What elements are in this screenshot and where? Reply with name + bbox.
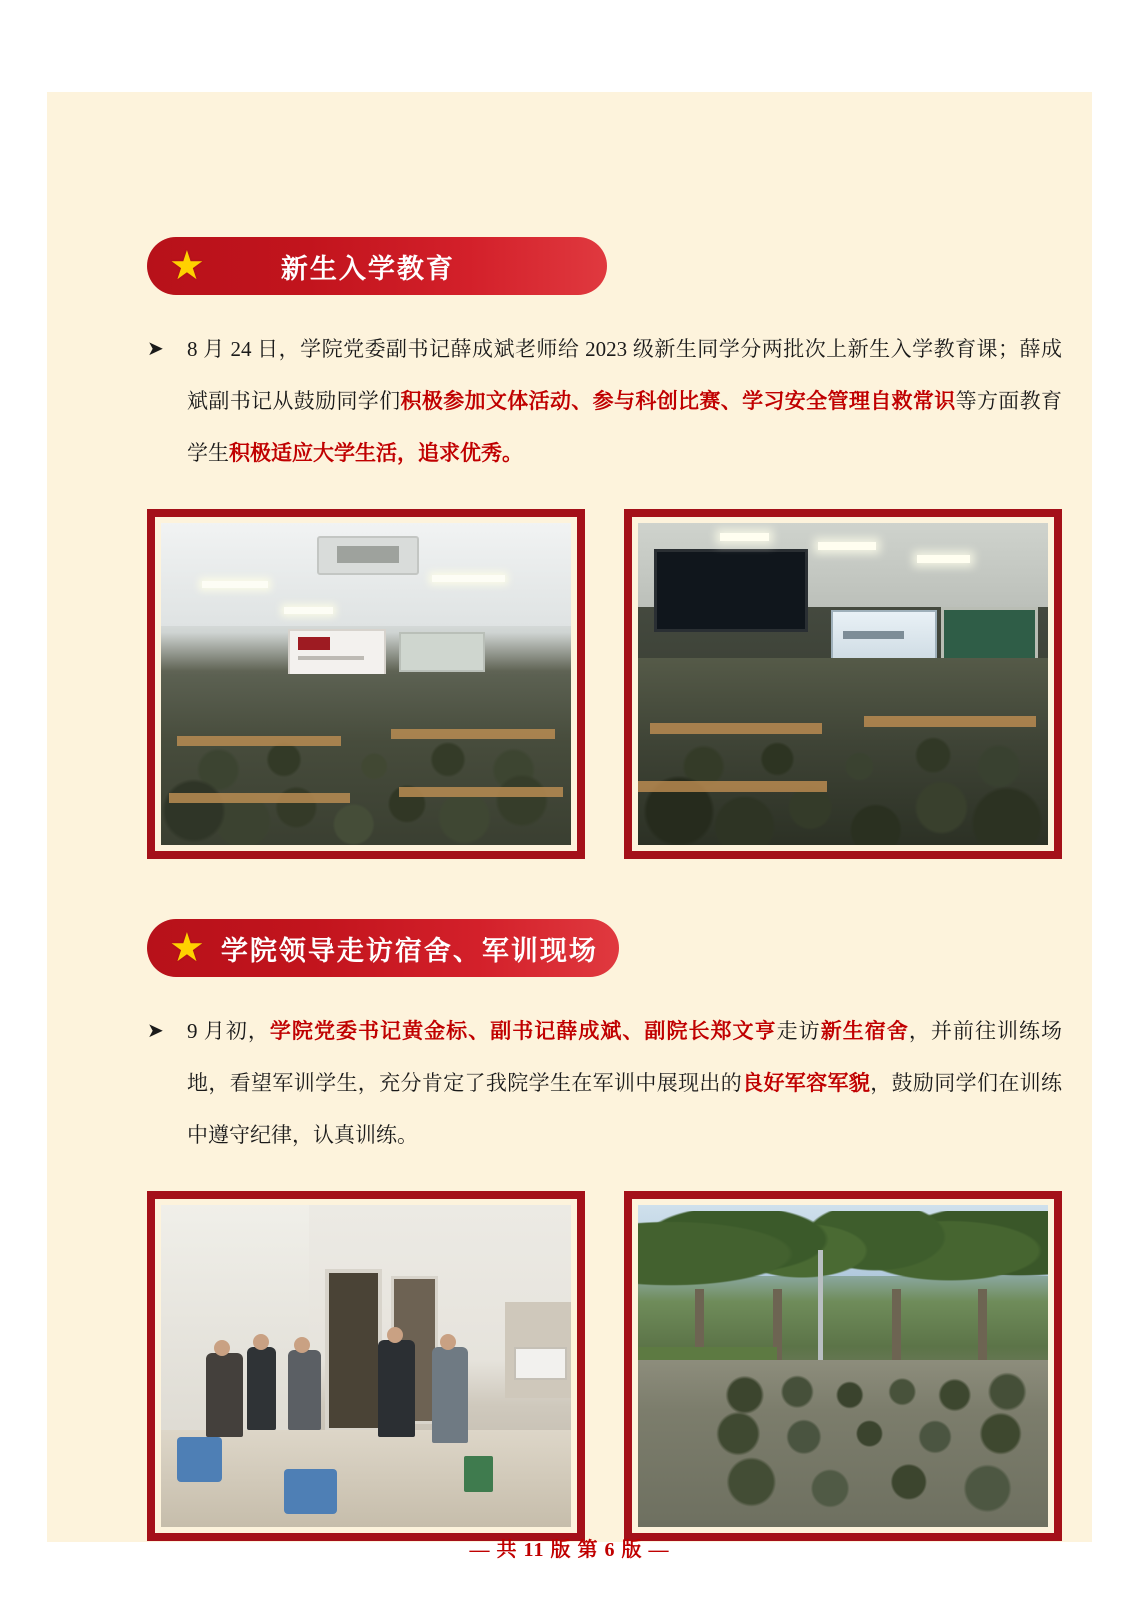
page-sheet — [47, 92, 1092, 1542]
star-icon: ★ — [169, 243, 205, 288]
photo-frame — [624, 509, 1062, 859]
star-icon: ★ — [169, 925, 205, 970]
paragraph-highlight-part: 学院党委书记黄金标、副书记薛成斌、副院长郑文亨 — [269, 1019, 777, 1043]
section-title: 新生入学教育 — [280, 253, 455, 284]
photo-row-freshman-education — [147, 509, 1062, 859]
paragraph-text-part: 8 月 24 日，学院党委副书记薛成斌老师给 2023 级新生同学分两批次上新生入学教育课；薛成斌副书记从鼓励同学们 — [187, 337, 1062, 413]
paragraph-text-part: 走访 — [776, 1019, 821, 1043]
bullet-icon: ➤ — [147, 338, 164, 360]
photo-frame — [147, 509, 585, 859]
paragraph-text-part: 9 月初， — [187, 1019, 270, 1043]
photo-frame-inner — [632, 1199, 1054, 1533]
photo-frame-inner — [632, 517, 1054, 851]
photo-row-leader-visit — [147, 1191, 1062, 1541]
section-title: 学院领导走访宿舍、军训现场 — [220, 935, 598, 966]
paragraph-leader-visit — [147, 1005, 1062, 1161]
paragraph-text-part: ，并前往训练场地，看望军训学生，充分肯定了我院学生在军训中展现出的 — [187, 1019, 1063, 1095]
bullet-icon: ➤ — [147, 1020, 164, 1042]
photo-frame — [147, 1191, 585, 1541]
photo-dorm-visit — [161, 1205, 571, 1527]
page-footer: — 共 11 版 第 6 版 — — [469, 1539, 670, 1561]
paragraph-highlight-part: 积极适应大学生活，追求优秀。 — [229, 441, 523, 465]
section-banner-freshman-education — [147, 237, 607, 295]
paragraph-highlight-part: 良好军容军貌 — [742, 1071, 871, 1095]
photo-frame-inner — [155, 517, 577, 851]
photo-frame-inner — [155, 1199, 577, 1533]
photo-lecture-hall-1 — [161, 523, 571, 845]
page-content — [147, 237, 1062, 1541]
photo-frame — [624, 1191, 1062, 1541]
paragraph-text-part: ，鼓励同学们在训练中遵守纪律，认真训练。 — [187, 1071, 1063, 1147]
paragraph-freshman-education — [147, 323, 1062, 479]
paragraph-highlight-part: 积极参加文体活动、参与科创比赛、学习安全管理自救常识 — [400, 389, 956, 413]
paragraph-highlight-part: 新生宿舍 — [820, 1019, 909, 1043]
section-banner-leader-visit — [147, 919, 619, 977]
photo-military-training-ground — [638, 1205, 1048, 1527]
photo-lecture-hall-2 — [638, 523, 1048, 845]
paragraph-text-part: 等方面教育学生 — [187, 389, 1063, 465]
